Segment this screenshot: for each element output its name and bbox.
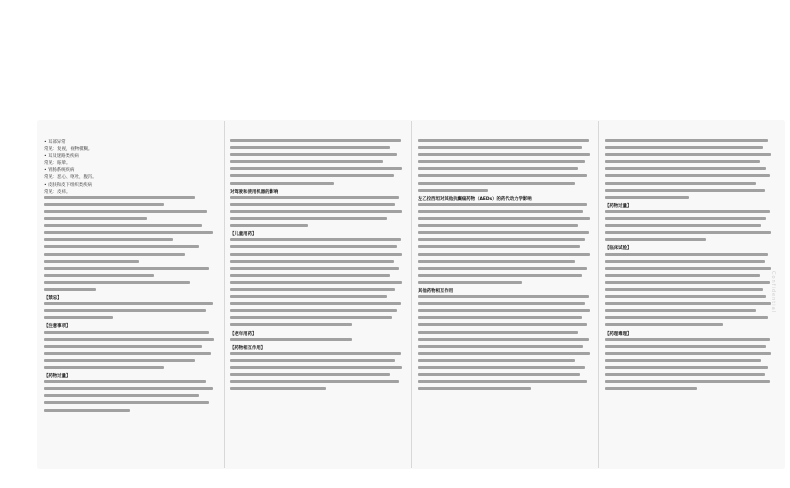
section-heading: 【老年用药】 <box>230 331 257 337</box>
column-4 <box>605 139 773 458</box>
fold-line <box>224 121 225 468</box>
section-heading: 【药物相互作用】 <box>230 345 266 351</box>
section-heading: 【临床试验】 <box>605 246 632 252</box>
text-line: 常见：复视，视物模糊。 <box>44 147 93 153</box>
section-heading: 【药物过量】 <box>44 374 71 380</box>
text-line: • 耳及迷路类疾病 <box>44 154 79 160</box>
column-1 <box>44 139 216 458</box>
section-heading: 【注意事项】 <box>44 324 71 330</box>
section-heading: 【药理毒理】 <box>605 331 632 337</box>
text-line: 常见：恶心、呕吐，腹泻。 <box>44 175 97 181</box>
section-heading: 【儿童用药】 <box>230 232 257 238</box>
body-text <box>44 196 216 291</box>
section-heading: 【药物过量】 <box>605 203 632 209</box>
section-heading: 【禁忌】 <box>44 296 62 302</box>
watermark: Confidential <box>770 271 776 314</box>
column-3 <box>418 139 592 458</box>
text-line: • 胃肠系统疾病 <box>44 168 75 174</box>
section-heading: 对驾驶和使用机器的影响 <box>230 189 279 195</box>
section-heading: 左乙拉西坦对其他抗癫痫药物（AEDs）的药代动力学影响 <box>418 196 532 202</box>
fold-line <box>411 121 412 468</box>
fold-line <box>598 121 599 468</box>
text-line: • 耳部异常 <box>44 140 66 145</box>
text-line: 常见：皮疹。 <box>44 189 71 195</box>
column-2 <box>230 139 404 458</box>
text-line: • 皮肤和皮下组织类疾病 <box>44 182 92 188</box>
package-insert-leaflet <box>38 121 784 468</box>
text-line: 常见：眩晕。 <box>44 161 71 167</box>
section-heading: 其他药物相互作用 <box>418 288 454 294</box>
